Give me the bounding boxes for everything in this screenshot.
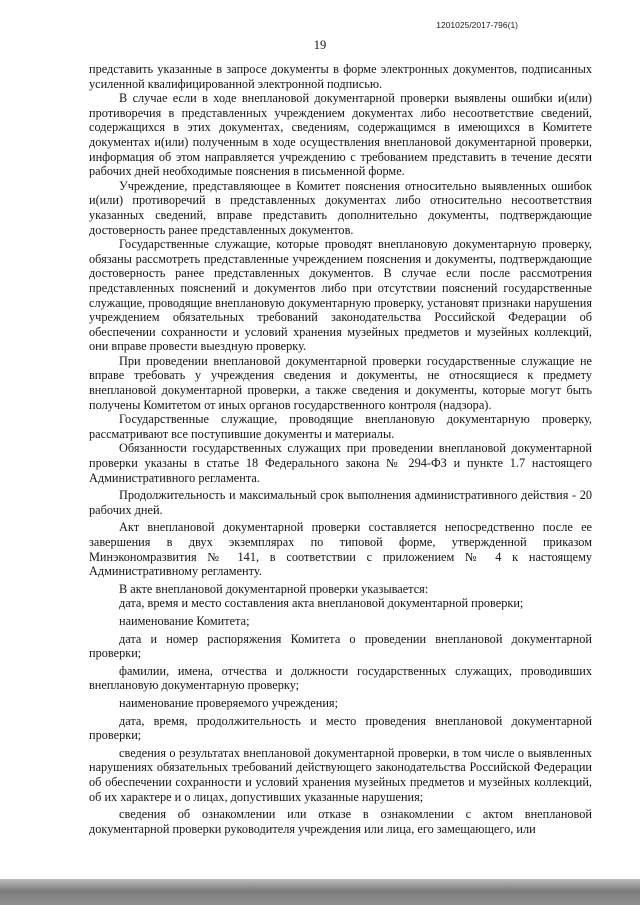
paragraph: Продолжительность и максимальный срок выполнения административного действия - 20 рабочих дней. xyxy=(89,488,592,517)
paragraph: Государственные служащие, проводящие внеплановую документарную проверку, рассматривают все поступившие документы и материалы. xyxy=(89,412,592,441)
scan-edge-bar xyxy=(0,879,640,905)
list-item: наименование проверяемого учреждения; xyxy=(119,695,338,710)
paragraph: представить указанные в запросе документы в форме электронных документов, подписанных усиленной квалифицированной электронной подписью. xyxy=(89,62,592,91)
list-item: дата, время, продолжительность и место проведения внеплановой документарной проверки; xyxy=(89,713,592,743)
list-item: дата и номер распоряжения Комитета о проведении внеплановой документарной проверки; xyxy=(89,631,592,661)
body-text xyxy=(89,62,592,836)
list-item: сведения об ознакомлении или отказе в ознакомлении с актом внеплановой документарной проверки руководителя учреждения или лица, его замещающего, или xyxy=(89,807,592,836)
paragraph: Акт внеплановой документарной проверки составляется непосредственно после ее завершения в двух экземплярах по типовой форме, утвержденной приказом Минэкономразвития № 141, в соответствии с приложением № 4 к настоящему Административному регламенту. xyxy=(89,520,592,579)
paragraph: Обязанности государственных служащих при проведении внеплановой документарной проверки указаны в статье 18 Федерального закона № 294-ФЗ и пункте 1.7 настоящего Административного регламента. xyxy=(89,441,592,485)
page-number: 19 xyxy=(313,38,327,52)
paragraph: Государственные служащие, которые проводят внеплановую документарную проверку, обязаны рассмотреть представленные учреждением пояснения и документы, подтверждающие достоверность ранее представленных документов. В случае если после рассмотрения представленных пояснений и документов либо при отсутствии пояснений государственные служащие, проводящие внеплановую документарную проверку, установят признаки нарушения учреждением обязательных требований законодательства Российской Федерации об обеспечении сохранности и условий хранения музейных предметов и музейных коллекций, они вправе провести выездную проверку. xyxy=(89,237,592,354)
paragraph: При проведении внеплановой документарной проверки государственные служащие не вправе требовать у учреждения сведения и документы, не относящиеся к предмету внеплановой документарной проверки, а также сведения и документы, которые могут быть получены Комитетом от иных органов государственного контроля (надзора). xyxy=(89,353,592,412)
list-item: дата, время и место составления акта внеплановой документарной проверки; xyxy=(119,596,524,611)
list-item: наименование Комитета; xyxy=(119,613,250,628)
document-id: 1201025/2017-796(1) xyxy=(436,20,518,30)
paragraph: В случае если в ходе внеплановой документарной проверки выявлены ошибки и(или) противоречия в представленных учреждением документах либо несоответствие сведений, содержащихся в этих документах, сведениям, содержащимся в имеющихся в Комитете документах и(или) полученным в ходе осуществления внеплановой документарной проверки, информация об этом направляется учреждению с требованием представить в течение десяти рабочих дней необходимые пояснения в письменной форме. xyxy=(89,91,592,179)
paragraph: Учреждение, представляющее в Комитет пояснения относительно выявленных ошибок и(или) противоречий в представленных документах либо относительно несоответствия указанных сведений, вправе представить дополнительно документы, подтверждающие достоверность ранее представленных документов. xyxy=(89,178,592,237)
list-intro: В акте внеплановой документарной проверки указывается: xyxy=(119,581,429,596)
list-item: сведения о результатах внеплановой документарной проверки, в том числе о выявленных нарушениях обязательных требований действующего законодательства Российской Федерации об обеспечении сохранности и условий хранения музейных предметов и музейных коллекций, об их характере и о лицах, допустивших указанные нарушения; xyxy=(89,745,592,804)
list-item: фамилии, имена, отчества и должности государственных служащих, проводивших внеплановую документарную проверку; xyxy=(89,663,592,693)
